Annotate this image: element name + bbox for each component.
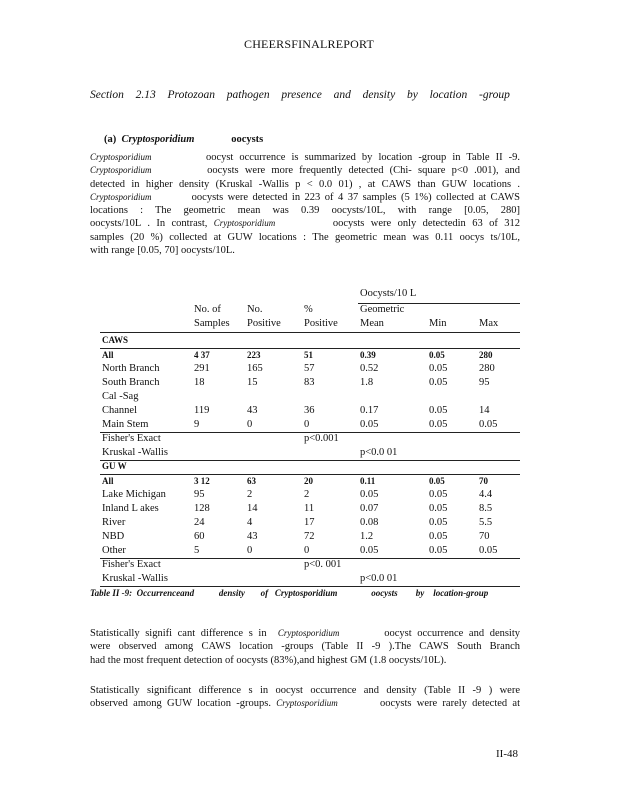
table-cell: 5	[194, 545, 200, 556]
paragraph-3	[90, 684, 520, 711]
table-group-heading: GU W	[102, 461, 127, 471]
table-cell: 83	[304, 377, 315, 388]
header-max: Max	[479, 318, 499, 329]
table-cell: 43	[247, 531, 258, 542]
table-cell: 18	[194, 377, 205, 388]
paragraph-line	[90, 627, 520, 640]
organism-name: Cryptosporidium	[213, 218, 276, 229]
section-word: density	[362, 89, 396, 101]
table-cell: 57	[304, 363, 315, 374]
subsection-label: (a)	[104, 134, 117, 145]
table-cell: 17	[304, 517, 315, 528]
table-cell: p<0.0 01	[360, 447, 398, 458]
line-text: oocysts were more frequently detected (Chi- square p<0 .001), and	[207, 165, 521, 177]
line-text: had the most frequent detection of oocysts (83%),and highest GM (1.8 oocysts/10L).	[90, 654, 447, 666]
table-cell: 36	[304, 405, 315, 416]
table-cell: 0.05	[429, 377, 448, 388]
paragraph-line	[90, 204, 520, 217]
table-cell: 0.05	[429, 545, 448, 556]
table-rule	[100, 460, 520, 461]
table-cell: 0	[247, 419, 253, 430]
table-cell: 51	[304, 350, 313, 360]
table-cell: 15	[247, 377, 258, 388]
table-cell: 291	[194, 363, 210, 374]
table-cell: 1.2	[360, 531, 374, 542]
header-pct-positive-2: Positive	[304, 318, 338, 329]
paragraph-line	[90, 654, 520, 667]
line-text: Statistically significant difference s in oocyst occurrence and density (Table II -9 ) were	[90, 685, 520, 696]
table-cell: p<0.001	[304, 433, 339, 444]
line-text: Statistically signifi cant difference s in	[90, 628, 267, 639]
section-word: -group	[479, 89, 510, 101]
header-geo-mean-1: Geometric	[360, 304, 405, 315]
table-rule	[100, 348, 520, 349]
header-no-positive-1: No.	[247, 304, 263, 315]
paragraph-line	[90, 178, 520, 191]
table-cell: 0.07	[360, 503, 379, 514]
report-header: CHEERSFINALREPORT	[243, 37, 375, 51]
line-text: oocysts/10L . In contrast,	[90, 218, 208, 230]
table-cell: 0.05	[429, 363, 448, 374]
header-geo-mean-2: Mean	[360, 318, 384, 329]
table-cell: 2	[304, 489, 310, 500]
paragraph-line	[90, 640, 520, 653]
paragraph-line	[90, 231, 520, 244]
paragraph-line	[90, 151, 520, 164]
header-pct-positive-1: %	[304, 304, 313, 315]
table-cell: 8.5	[479, 503, 493, 514]
header-no-samples-2: Samples	[194, 318, 230, 329]
table-rule	[100, 586, 520, 587]
section-word: by	[406, 89, 418, 101]
table-cell: 0.05	[429, 503, 448, 514]
section-word: Section	[90, 89, 124, 101]
organism-name: Cryptosporidium	[90, 191, 152, 202]
table-cell: 63	[247, 476, 256, 486]
row-label: Kruskal -Wallis	[102, 447, 168, 458]
row-label: River	[102, 517, 126, 528]
row-label: Inland L akes	[102, 503, 159, 514]
line-text: detected in higher density (Kruskal -Wallis p < 0.0 01) , at CAWS than GUW locations .	[90, 178, 520, 190]
table-cell: 0.05	[429, 476, 445, 486]
subsection-organism: Cryptosporidium	[121, 134, 195, 145]
table-cell: 72	[304, 531, 315, 542]
section-word: pathogen	[226, 89, 270, 101]
section-word: location	[429, 89, 468, 101]
line-text: oocysts were detected in 223 of 4 37 samples (5 1%) collected at CAWS	[191, 191, 520, 203]
paragraph-1	[90, 151, 520, 257]
table-cell: 0	[247, 545, 253, 556]
organism-name: Cryptosporidium	[90, 165, 152, 176]
table-cell: 95	[479, 377, 490, 388]
table-cell: 14	[247, 503, 258, 514]
paragraph-line	[90, 164, 520, 177]
table-caption	[90, 588, 488, 598]
paragraph-line	[90, 697, 520, 710]
subsection-suffix: oocysts	[231, 134, 264, 145]
table-cell: 0.05	[360, 545, 379, 556]
table-cell: 0.05	[429, 350, 445, 360]
table-cell: 0.05	[429, 517, 448, 528]
row-label: All	[102, 350, 114, 360]
caption-text: oocysts	[371, 588, 398, 598]
line-text: locations : The geometric mean was 0.39 oocysts/10L, with range [0.05, 280]	[90, 205, 520, 217]
table-rule	[100, 432, 520, 433]
row-label: Fisher's Exact	[102, 433, 161, 444]
table-rule	[100, 558, 520, 559]
table-cell: 0.11	[360, 476, 376, 486]
row-label: Channel	[102, 405, 137, 416]
paragraph-line	[90, 244, 520, 257]
table-cell: 3 12	[194, 476, 210, 486]
table-cell: 11	[304, 503, 315, 514]
header-no-positive-2: Positive	[247, 318, 281, 329]
paragraph-line	[90, 191, 520, 204]
table-cell: 280	[479, 350, 493, 360]
row-label: Main Stem	[102, 419, 149, 430]
table-cell: 0.39	[360, 350, 376, 360]
table-cell: 0	[304, 545, 310, 556]
table-cell: 0.05	[429, 531, 448, 542]
table-cell: 165	[247, 363, 263, 374]
paragraph-line	[90, 684, 520, 697]
table-cell: 43	[247, 405, 258, 416]
organism-name: Cryptosporidium	[277, 628, 340, 638]
caption-label: Table II -9:	[90, 588, 133, 598]
organism-name: Cryptosporidium	[276, 698, 338, 709]
line-text: oocysts were rarely detected at	[379, 698, 521, 710]
table-group-heading: CAWS	[102, 335, 129, 345]
line-text: with range [0.05, 70] oocysts/10L.	[90, 245, 235, 257]
caption-text: of	[260, 588, 269, 598]
table-cell: 24	[194, 517, 205, 528]
line-text: samples (20 %) collected at GUW locations : The geometric mean was 0.11 oocys ts/10L,	[90, 231, 520, 243]
table-cell: 2	[247, 489, 253, 500]
row-label: All	[102, 476, 114, 486]
table-cell: 0.05	[360, 489, 379, 500]
line-text: oocysts were only detectedin 63 of 312	[332, 218, 520, 230]
caption-text: location-group	[433, 588, 489, 598]
row-label: Fisher's Exact	[102, 559, 161, 570]
header-no-samples-1: No. of	[194, 304, 221, 315]
row-label: Kruskal -Wallis	[102, 573, 168, 584]
table-cell: 4.4	[479, 489, 493, 500]
section-word: and	[333, 89, 351, 101]
header-bottom-rule	[100, 332, 520, 333]
header-oocysts-group: Oocysts/10 L	[360, 288, 417, 299]
row-label: North Branch	[102, 363, 160, 374]
table-cell: 95	[194, 489, 205, 500]
line-text: oocyst occurrence and density	[384, 628, 521, 639]
line-text: observed among GUW location -groups.	[90, 698, 271, 710]
line-text: oocyst occurrence is summarized by location -group in Table II -9.	[205, 152, 521, 163]
table-cell: 4	[247, 517, 253, 528]
section-word: presence	[281, 89, 322, 101]
table-cell: 1.8	[360, 377, 374, 388]
table-cell: 0.52	[360, 363, 379, 374]
table-cell: 119	[194, 405, 210, 416]
section-title	[90, 89, 510, 101]
caption-text: by	[415, 588, 425, 598]
table-cell: 280	[479, 363, 495, 374]
table-cell: 0.05	[479, 419, 498, 430]
table-cell: 70	[479, 476, 488, 486]
table-cell: 0.17	[360, 405, 379, 416]
header-min: Min	[429, 318, 447, 329]
table-cell: 0.05	[360, 419, 379, 430]
table-cell: p<0. 001	[304, 559, 342, 570]
line-text: were observed among CAWS location -groups (Table II -9 ).The CAWS South Branch	[90, 641, 520, 653]
page-number: II-48	[496, 748, 518, 760]
table-cell: 128	[194, 503, 210, 514]
table-cell: 60	[194, 531, 205, 542]
subsection-heading	[104, 134, 263, 145]
caption-organism: Cryptosporidium	[274, 588, 338, 598]
table-cell: 20	[304, 476, 313, 486]
table-cell: 5.5	[479, 517, 493, 528]
caption-text: density	[218, 588, 245, 598]
table-cell: 70	[479, 531, 490, 542]
table-cell: 0.05	[429, 419, 448, 430]
table-rule	[100, 474, 520, 475]
paragraph-2	[90, 627, 520, 667]
table-cell: 0.05	[479, 545, 498, 556]
row-label: Lake Michigan	[102, 489, 166, 500]
table-cell: 0	[304, 419, 310, 430]
row-label: Other	[102, 545, 126, 556]
paragraph-line	[90, 217, 520, 230]
table-cell: p<0.0 01	[360, 573, 398, 584]
row-label: Cal -Sag	[102, 391, 139, 402]
caption-text: Occurrenceand	[136, 588, 195, 598]
organism-name: Cryptosporidium	[90, 152, 152, 162]
table-cell: 0.05	[429, 405, 448, 416]
row-label: NBD	[102, 531, 125, 542]
table-cell: 9	[194, 419, 200, 430]
row-label: South Branch	[102, 377, 160, 388]
table-cell: 0.05	[429, 489, 448, 500]
section-word: 2.13	[135, 89, 156, 101]
table-cell: 223	[247, 350, 261, 360]
section-word: Protozoan	[167, 89, 216, 101]
table-cell: 14	[479, 405, 490, 416]
table-cell: 4 37	[194, 350, 210, 360]
table-cell: 0.08	[360, 517, 379, 528]
